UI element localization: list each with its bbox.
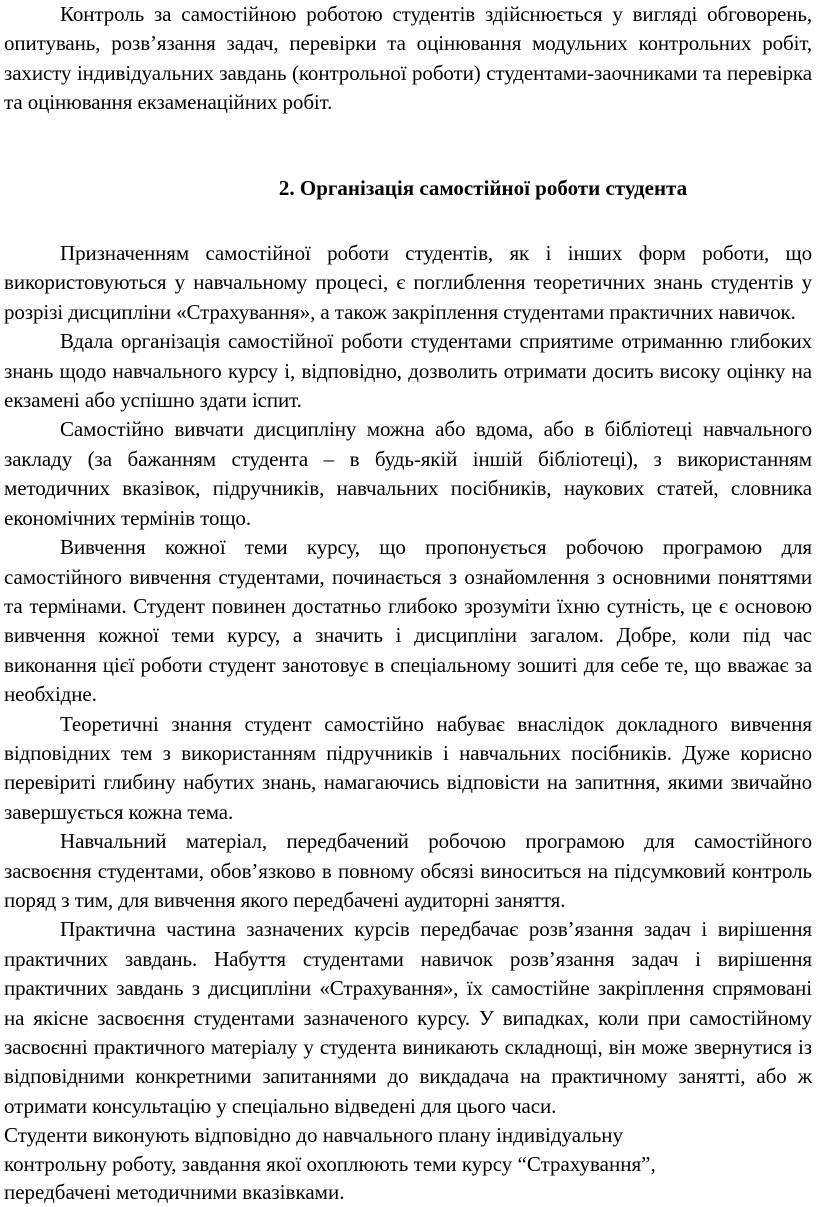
final-paragraph: Студенти виконують відповідно до навчального плану індивідуальну контрольну роботу, завдання якої охоплюють теми курсу “Страхування”, передбачені методичними вказівками. bbox=[4, 1123, 656, 1205]
paragraph-final-control: Навчальний матеріал, передбачений робочою програмою для самостійного засвоєння студентами, обов’язково в повному обсязі виноситься на підсумковий контроль поряд з тим, для вивчення якого передбачені аудиторні заняття. bbox=[4, 829, 812, 912]
paragraph-topic-study: Вивчення кожної теми курсу, що пропонується робочою програмою для самостійного вивчення студентами, починається з ознайомлення з основними поняттями та термінами. Студент повинен достатньо глибоко зрозуміти їхню сутність, це є основою вивчення кожної теми курсу, а значить і дисципліни загалом. Добре, коли під час виконання цієї роботи студент занотовує в спеціальному зошиті для себе те, що вважає за необхідне. bbox=[4, 535, 812, 707]
paragraph-study-location: Самостійно вивчати дисципліну можна або вдома, або в бібліотеці навчального закладу (за бажанням студента – в будь-якій іншій бібліотеці), з використанням методичних вказівок, підручників, навчальних посібників, наукових статей, словника економічних термінів тощо. bbox=[4, 417, 812, 530]
paragraph-theoretical-knowledge: Теоретичні знання студент самостійно набуває внаслідок докладного вивчення відповідних тем з використанням підручників і навчальних посібників. Дуже корисно перевіриті глибину набутих знань, намагаючись відповісти на запитння, якими звичайно завершується кожна тема. bbox=[4, 711, 812, 824]
section-heading: 2. Організація самостійної роботи студента bbox=[278, 175, 688, 200]
paragraph-practical-part: Практична частина зазначених курсів передбачає розв’язання задач і вирішення практичних завдань. Набуття студентами навичок розв’язання задач і вирішення практичних завдань з дисципліни «Страхування», їх самостійне закріплення спрямовані на якісне засвоєння студентами зазначеного курсу. У випадках, коли при самостійному засвоєнні практичного матеріалу у студента виникають складнощі, він може звернутися із відповідними конкретними запитаннями до викдадача на практичному занятті, або ж отримати консультацію у спеціально відведені для цього часи. bbox=[4, 917, 812, 1118]
paragraph-organization: Вдала організація самостійної роботи студентами сприятиме отриманню глибоких знань щодо навчального курсу і, відповідно, дозволить отримати досить високу оцінку на екзамені або успішно здати іспит. bbox=[4, 329, 812, 413]
paragraph-purpose: Призначенням самостійної роботи студентів, як і інших форм роботи, що використовуються у навчальному процесі, є поглиблення теоретичних знань студентів у розрізі дисципліни «Страхування», а також закріплення студентами практичних навичок. bbox=[4, 241, 812, 324]
intro-paragraph: Контроль за самостійною роботою студентів здійснюється у вигляді обговорень, опитувань, розв’язання задач, перевірки та оцінювання модульних контрольних робіт, захисту індивідуальних завдань (контрольної роботи) студентами-заочниками та перевірка та оцінювання екзаменаційних робіт. bbox=[4, 2, 812, 115]
